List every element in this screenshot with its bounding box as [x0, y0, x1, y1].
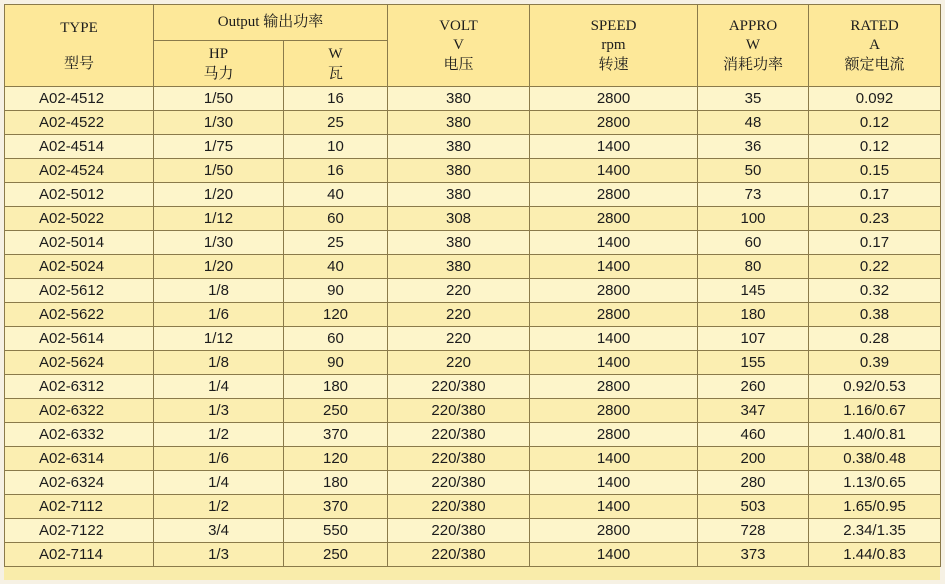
cell-volt: 220 — [388, 279, 530, 303]
cell-type: A02-5614 — [5, 327, 154, 351]
cell-type: A02-7114 — [5, 543, 154, 567]
cell-volt: 380 — [388, 231, 530, 255]
cell-speed: 1400 — [530, 543, 698, 567]
cell-hp: 1/12 — [154, 327, 284, 351]
table-header — [5, 5, 941, 87]
cell-type: A02-5024 — [5, 255, 154, 279]
header-appro-zh: 消耗功率 — [723, 55, 784, 73]
cell-watt: 370 — [284, 423, 388, 447]
cell-rated: 0.12 — [809, 135, 941, 159]
cell-rated: 0.17 — [809, 231, 941, 255]
cell-appro: 73 — [698, 183, 809, 207]
header-rated-en: RATED — [850, 18, 899, 34]
motor-spec-table — [4, 4, 941, 567]
cell-type: A02-4514 — [5, 135, 154, 159]
header-output — [154, 5, 388, 41]
cell-watt: 370 — [284, 495, 388, 519]
cell-rated: 1.44/0.83 — [809, 543, 941, 567]
cell-hp: 1/6 — [154, 303, 284, 327]
header-w-zh: 瓦 — [328, 63, 344, 82]
cell-type: A02-5622 — [5, 303, 154, 327]
cell-watt: 40 — [284, 255, 388, 279]
cell-appro: 80 — [698, 255, 809, 279]
cell-watt: 180 — [284, 471, 388, 495]
header-volt-zh: 电压 — [443, 55, 474, 73]
spec-sheet — [4, 4, 940, 580]
header-w — [284, 41, 388, 87]
cell-speed: 1400 — [530, 351, 698, 375]
cell-appro: 145 — [698, 279, 809, 303]
cell-watt: 250 — [284, 543, 388, 567]
cell-speed: 1400 — [530, 135, 698, 159]
cell-type: A02-4512 — [5, 87, 154, 111]
table-row — [5, 255, 941, 279]
table-row — [5, 303, 941, 327]
cell-watt: 120 — [284, 303, 388, 327]
cell-watt: 16 — [284, 87, 388, 111]
cell-hp: 1/8 — [154, 279, 284, 303]
header-rated-zh: 额定电流 — [844, 55, 905, 73]
cell-speed: 2800 — [530, 87, 698, 111]
cell-appro: 48 — [698, 111, 809, 135]
cell-speed: 1400 — [530, 495, 698, 519]
cell-hp: 1/3 — [154, 399, 284, 423]
header-speed — [530, 5, 698, 87]
table-row — [5, 519, 941, 543]
header-rated-unit: A — [869, 37, 880, 53]
cell-type: A02-6322 — [5, 399, 154, 423]
cell-appro: 50 — [698, 159, 809, 183]
cell-type: A02-4524 — [5, 159, 154, 183]
cell-appro: 347 — [698, 399, 809, 423]
cell-hp: 1/50 — [154, 87, 284, 111]
cell-rated: 0.38 — [809, 303, 941, 327]
cell-appro: 728 — [698, 519, 809, 543]
cell-rated: 0.22 — [809, 255, 941, 279]
cell-volt: 220/380 — [388, 519, 530, 543]
cell-appro: 107 — [698, 327, 809, 351]
table-row — [5, 423, 941, 447]
cell-type: A02-5014 — [5, 231, 154, 255]
cell-volt: 220 — [388, 351, 530, 375]
cell-watt: 90 — [284, 351, 388, 375]
table-row — [5, 399, 941, 423]
cell-type: A02-6314 — [5, 447, 154, 471]
cell-volt: 220 — [388, 327, 530, 351]
cell-type: A02-4522 — [5, 111, 154, 135]
header-speed-zh: 转速 — [598, 55, 629, 73]
cell-speed: 2800 — [530, 279, 698, 303]
cell-hp: 3/4 — [154, 519, 284, 543]
header-volt-en: VOLT — [439, 18, 478, 34]
table-row — [5, 87, 941, 111]
cell-appro: 155 — [698, 351, 809, 375]
cell-watt: 25 — [284, 231, 388, 255]
cell-speed: 1400 — [530, 447, 698, 471]
header-appro-en: APPRO — [728, 18, 778, 34]
cell-rated: 0.39 — [809, 351, 941, 375]
cell-rated: 2.34/1.35 — [809, 519, 941, 543]
cell-hp: 1/30 — [154, 231, 284, 255]
cell-volt: 220/380 — [388, 543, 530, 567]
cell-watt: 550 — [284, 519, 388, 543]
header-type-en: TYPE — [60, 19, 98, 36]
table-row — [5, 231, 941, 255]
cell-volt: 220 — [388, 303, 530, 327]
cell-rated: 0.12 — [809, 111, 941, 135]
header-speed-unit: rpm — [601, 37, 626, 53]
cell-watt: 250 — [284, 399, 388, 423]
cell-hp: 1/30 — [154, 111, 284, 135]
header-volt-unit: V — [453, 37, 464, 53]
cell-hp: 1/8 — [154, 351, 284, 375]
table-row — [5, 375, 941, 399]
cell-appro: 100 — [698, 207, 809, 231]
cell-appro: 36 — [698, 135, 809, 159]
table-row — [5, 183, 941, 207]
cell-hp: 1/50 — [154, 159, 284, 183]
cell-rated: 0.38/0.48 — [809, 447, 941, 471]
header-w-en: W — [328, 45, 343, 62]
cell-type: A02-5612 — [5, 279, 154, 303]
cell-hp: 1/3 — [154, 543, 284, 567]
cell-volt: 220/380 — [388, 423, 530, 447]
table-row — [5, 135, 941, 159]
cell-appro: 200 — [698, 447, 809, 471]
cell-volt: 380 — [388, 111, 530, 135]
cell-rated: 1.13/0.65 — [809, 471, 941, 495]
table-row — [5, 207, 941, 231]
cell-type: A02-7112 — [5, 495, 154, 519]
cell-speed: 1400 — [530, 231, 698, 255]
cell-rated: 0.17 — [809, 183, 941, 207]
table-row — [5, 495, 941, 519]
cell-rated: 0.32 — [809, 279, 941, 303]
cell-volt: 220/380 — [388, 375, 530, 399]
cell-speed: 2800 — [530, 111, 698, 135]
cell-type: A02-6332 — [5, 423, 154, 447]
table-row — [5, 279, 941, 303]
cell-hp: 1/6 — [154, 447, 284, 471]
cell-speed: 2800 — [530, 519, 698, 543]
header-type-zh: 型号 — [63, 53, 94, 72]
cell-volt: 380 — [388, 255, 530, 279]
cell-hp: 1/2 — [154, 495, 284, 519]
cell-speed: 2800 — [530, 423, 698, 447]
header-appro-unit: W — [745, 37, 761, 53]
cell-type: A02-6312 — [5, 375, 154, 399]
cell-hp: 1/4 — [154, 471, 284, 495]
table-row — [5, 543, 941, 567]
cell-speed: 2800 — [530, 303, 698, 327]
cell-type: A02-5012 — [5, 183, 154, 207]
cell-watt: 90 — [284, 279, 388, 303]
table-row — [5, 111, 941, 135]
cell-watt: 10 — [284, 135, 388, 159]
cell-watt: 40 — [284, 183, 388, 207]
cell-appro: 280 — [698, 471, 809, 495]
header-volt — [388, 5, 530, 87]
cell-speed: 1400 — [530, 471, 698, 495]
table-row — [5, 471, 941, 495]
table-row — [5, 327, 941, 351]
cell-rated: 0.15 — [809, 159, 941, 183]
cell-speed: 1400 — [530, 255, 698, 279]
cell-rated: 0.092 — [809, 87, 941, 111]
header-hp-en: HP — [208, 45, 229, 62]
cell-rated: 1.16/0.67 — [809, 399, 941, 423]
cell-hp: 1/12 — [154, 207, 284, 231]
cell-appro: 180 — [698, 303, 809, 327]
header-hp-zh: 马力 — [203, 63, 234, 82]
header-rated — [809, 5, 941, 87]
cell-volt: 220/380 — [388, 447, 530, 471]
cell-rated: 0.28 — [809, 327, 941, 351]
header-speed-en: SPEED — [590, 18, 637, 34]
cell-volt: 220/380 — [388, 399, 530, 423]
header-type — [5, 5, 154, 87]
header-appro — [698, 5, 809, 87]
cell-appro: 60 — [698, 231, 809, 255]
cell-rated: 0.92/0.53 — [809, 375, 941, 399]
header-hp — [154, 41, 284, 87]
cell-rated: 0.23 — [809, 207, 941, 231]
cell-type: A02-5022 — [5, 207, 154, 231]
cell-appro: 460 — [698, 423, 809, 447]
cell-appro: 35 — [698, 87, 809, 111]
cell-type: A02-5624 — [5, 351, 154, 375]
cell-volt: 380 — [388, 135, 530, 159]
cell-watt: 180 — [284, 375, 388, 399]
cell-volt: 220/380 — [388, 471, 530, 495]
table-row — [5, 447, 941, 471]
cell-hp: 1/2 — [154, 423, 284, 447]
header-output-label: Output 输出功率 — [217, 14, 324, 30]
cell-volt: 380 — [388, 87, 530, 111]
cell-speed: 1400 — [530, 327, 698, 351]
cell-watt: 16 — [284, 159, 388, 183]
cell-type: A02-6324 — [5, 471, 154, 495]
cell-volt: 308 — [388, 207, 530, 231]
cell-rated: 1.65/0.95 — [809, 495, 941, 519]
cell-speed: 2800 — [530, 375, 698, 399]
cell-volt: 220/380 — [388, 495, 530, 519]
cell-watt: 60 — [284, 327, 388, 351]
cell-watt: 60 — [284, 207, 388, 231]
cell-watt: 120 — [284, 447, 388, 471]
cell-hp: 1/4 — [154, 375, 284, 399]
cell-appro: 373 — [698, 543, 809, 567]
cell-appro: 503 — [698, 495, 809, 519]
cell-appro: 260 — [698, 375, 809, 399]
table-row — [5, 351, 941, 375]
cell-rated: 1.40/0.81 — [809, 423, 941, 447]
table-row — [5, 159, 941, 183]
cell-watt: 25 — [284, 111, 388, 135]
table-body — [5, 87, 941, 567]
cell-volt: 380 — [388, 183, 530, 207]
cell-volt: 380 — [388, 159, 530, 183]
cell-speed: 2800 — [530, 399, 698, 423]
cell-hp: 1/20 — [154, 255, 284, 279]
cell-type: A02-7122 — [5, 519, 154, 543]
cell-speed: 2800 — [530, 183, 698, 207]
cell-speed: 2800 — [530, 207, 698, 231]
cell-hp: 1/20 — [154, 183, 284, 207]
cell-speed: 1400 — [530, 159, 698, 183]
cell-hp: 1/75 — [154, 135, 284, 159]
